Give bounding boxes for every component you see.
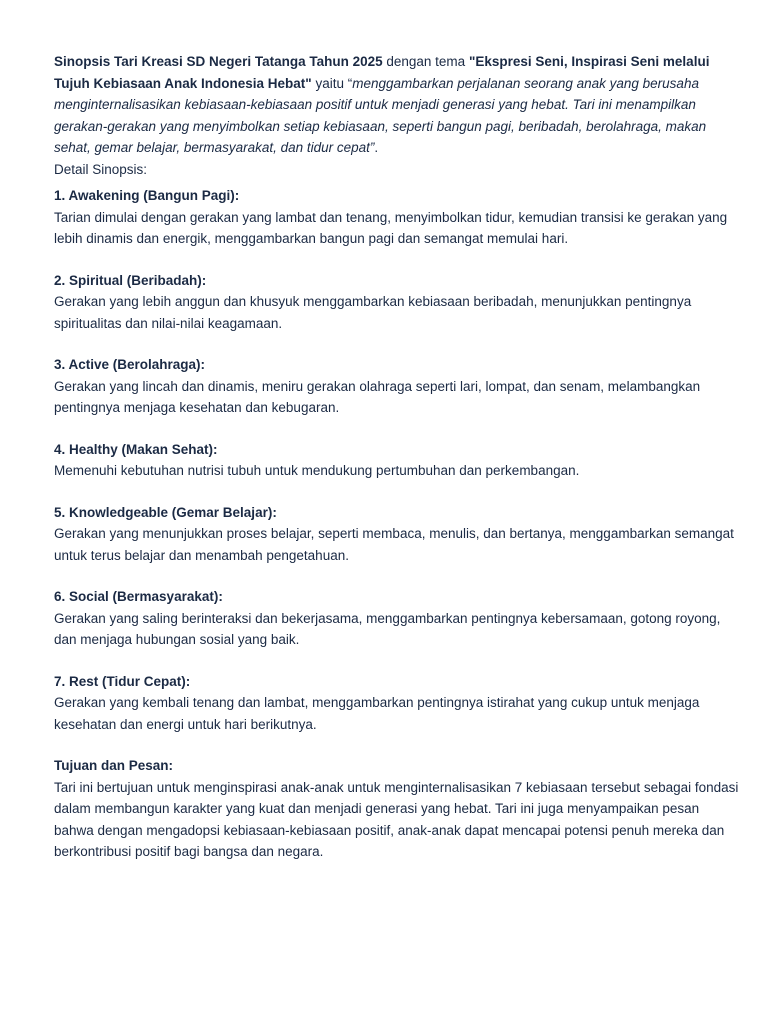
section-social [54,586,740,651]
section-body: Gerakan yang menunjukkan proses belajar, seperti membaca, menulis, dan bertanya, menggambarkan semangat untuk terus belajar dan menambah pengetahuan. [54,526,734,563]
section-active [54,354,740,419]
intro-paragraph [54,51,740,159]
section-title: 6. Social (Bermasyarakat): [54,589,223,604]
section-title: 3. Active (Berolahraga): [54,357,206,372]
intro-yaitu-text: yaitu “ [311,75,353,91]
goal-title: Tujuan dan Pesan: [54,758,174,773]
section-title: 5. Knowledgeable (Gemar Belajar): [54,504,277,520]
section-title: 4. Healthy (Makan Sehat): [54,441,218,457]
section-spiritual [54,270,740,335]
section-body: Gerakan yang saling berinteraksi dan bekerjasama, menggambarkan pentingnya kebersamaan, gotong royong, dan menjaga hubungan sosial yang baik. [54,610,721,647]
intro-title: Sinopsis Tari Kreasi SD Negeri Tatanga Tahun 2025 [54,54,383,69]
intro-end: . [374,140,379,155]
section-body: Tarian dimulai dengan gerakan yang lambat dan tenang, menyimbolkan tidur, kemudian transisi ke gerakan yang lebih dinamis dan energik, menggambarkan bangun pagi dan semangat memulai hari. [54,209,728,246]
section-goal [54,755,740,863]
detail-label: Detail Sinopsis: [54,161,148,177]
intro-description: menggambarkan perjalanan seorang anak yang berusaha menginternalisasikan kebiasaan-kebiasaan positif untuk menjadi generasi yang hebat. Tari ini menampilkan gerakan-gerakan yang menyimbolkan setiap kebiasaan, seperti bangun pagi, beribadah, berolahraga, makan sehat, gemar belajar, bermasyarakat, dan tidur cepat” [54,75,707,155]
section-body: Memenuhi kebutuhan nutrisi tubuh untuk mendukung pertumbuhan dan perkembangan. [54,463,580,478]
intro-theme-text: dengan tema [382,54,469,69]
section-title: 2. Spiritual (Beribadah): [54,272,207,288]
intro-theme: "Ekspresi Seni, Inspirasi Seni melalui Tujuh Kebiasaan Anak Indonesia Hebat" [54,54,710,91]
section-healthy [54,439,740,482]
section-title: 7. Rest (Tidur Cepat): [54,673,191,689]
section-body: Gerakan yang lebih anggun dan khusyuk menggambarkan kebiasaan beribadah, menunjukkan pentingnya spiritualitas dan nilai-nilai keagamaan. [54,294,692,331]
section-knowledgeable [54,502,740,567]
section-body: Gerakan yang lincah dan dinamis, meniru gerakan olahraga seperti lari, lompat, dan senam, melambangkan pentingnya menjaga kesehatan dan kebugaran. [54,378,701,415]
document-page [54,51,740,863]
section-rest [54,671,740,736]
section-title: 1. Awakening (Bangun Pagi): [54,188,240,203]
section-body: Gerakan yang kembali tenang dan lambat, menggambarkan pentingnya istirahat yang cukup untuk menjaga kesehatan dan energi untuk hari berikutnya. [54,695,700,732]
goal-body: Tari ini bertujuan untuk menginspirasi anak-anak untuk menginternalisasikan 7 kebiasaan tersebut sebagai fondasi dalam membangun karakter yang kuat dan menjadi generasi yang hebat. Tari ini juga menyampaikan pesan bahwa dengan mengadopsi kebiasaan-kebiasaan positif, anak-anak dapat mencapai potensi penuh mereka dan berkontribusi positif bagi bangsa dan negara. [54,779,739,859]
section-awakening [54,185,740,250]
